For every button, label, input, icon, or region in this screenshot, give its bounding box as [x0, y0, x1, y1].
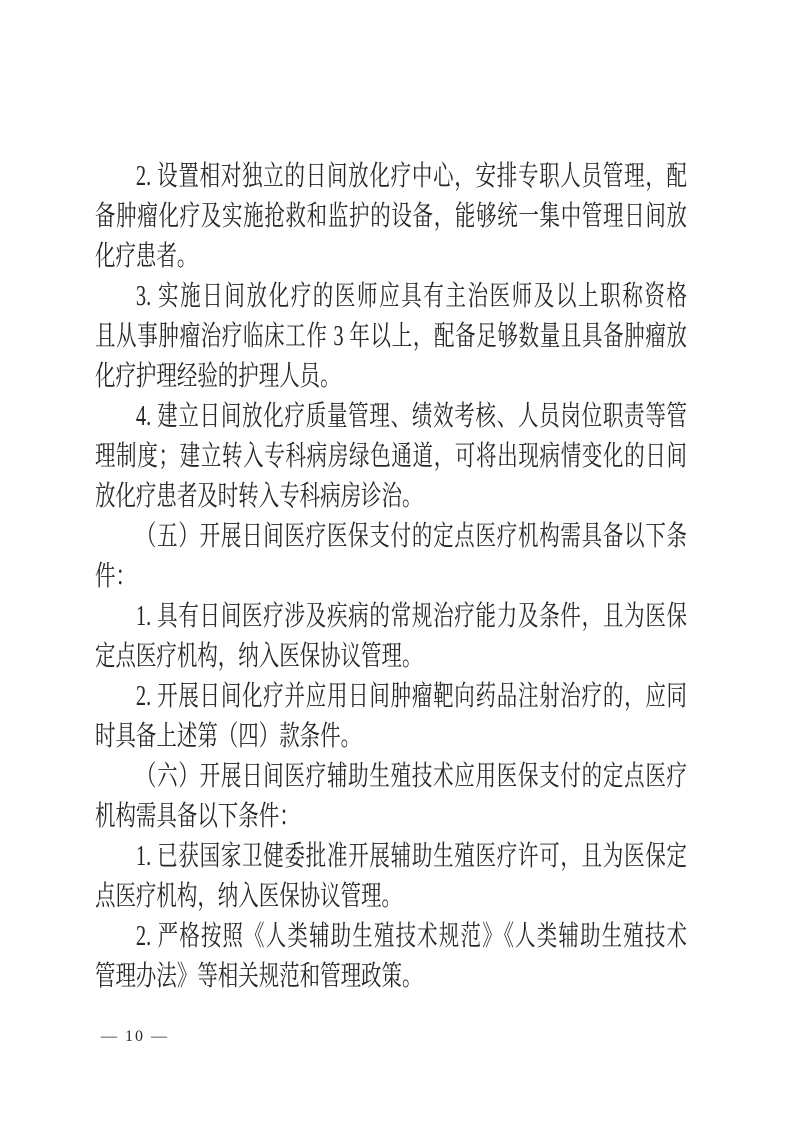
paragraph-line: 且从事肿瘤治疗临床工作 3 年以上，配备足够数量且具备肿瘤放: [95, 321, 688, 352]
paragraph-line: 管理办法》等相关规范和管理政策。: [95, 961, 423, 992]
paragraph: [95, 837, 687, 917]
paragraph-line: 点医疗机构，纳入医保协议管理。: [95, 881, 402, 912]
paragraph: [95, 597, 687, 677]
paragraph-line: （六）开展日间医疗辅助生殖技术应用医保支付的定点医疗: [135, 761, 688, 792]
paragraph-line: 2. 开展日间化疗并应用日间肿瘤靶向药品注射治疗的，应同: [135, 681, 688, 712]
paragraph-line: 3. 实施日间放化疗的医师应具有主治医师及以上职称资格: [135, 281, 688, 312]
paragraph-line: 1. 已获国家卫健委批准开展辅助生殖医疗许可，且为医保定: [135, 841, 688, 872]
paragraph-line: 定点医疗机构，纳入医保协议管理。: [95, 641, 423, 672]
paragraph-line: 备肿瘤化疗及实施抢救和监护的设备，能够统一集中管理日间放: [95, 201, 688, 232]
paragraph-line: 件：: [95, 561, 136, 592]
paragraph: [95, 157, 687, 277]
paragraph: [95, 517, 687, 597]
paragraph: [95, 917, 687, 997]
page-number: — 10 —: [101, 1028, 169, 1045]
paragraph-line: 化疗患者。: [95, 241, 198, 272]
paragraph: [95, 397, 687, 517]
paragraph-line: 时具备上述第（四）款条件。: [95, 721, 362, 752]
paragraph-line: 1. 具有日间医疗涉及疾病的常规治疗能力及条件，且为医保: [135, 601, 688, 632]
paragraph-line: 理制度；建立转入专科病房绿色通道，可将出现病情变化的日间: [95, 441, 688, 472]
paragraph-line: 机构需具备以下条件：: [95, 801, 300, 832]
paragraph-line: 4. 建立日间放化疗质量管理、绩效考核、人员岗位职责等管: [135, 401, 688, 432]
page-content: [95, 157, 687, 997]
paragraph-line: 化疗护理经验的护理人员。: [95, 361, 341, 392]
paragraph-line: 2. 严格按照《人类辅助生殖技术规范》《人类辅助生殖技术: [135, 921, 688, 952]
paragraph-line: （五）开展日间医疗医保支付的定点医疗机构需具备以下条: [135, 521, 688, 552]
paragraph-line: 放化疗患者及时转入专科病房诊治。: [95, 481, 423, 512]
paragraph: [95, 677, 687, 757]
paragraph: [95, 277, 687, 397]
paragraph-line: 2. 设置相对独立的日间放化疗中心，安排专职人员管理，配: [135, 161, 688, 192]
paragraph: [95, 757, 687, 837]
